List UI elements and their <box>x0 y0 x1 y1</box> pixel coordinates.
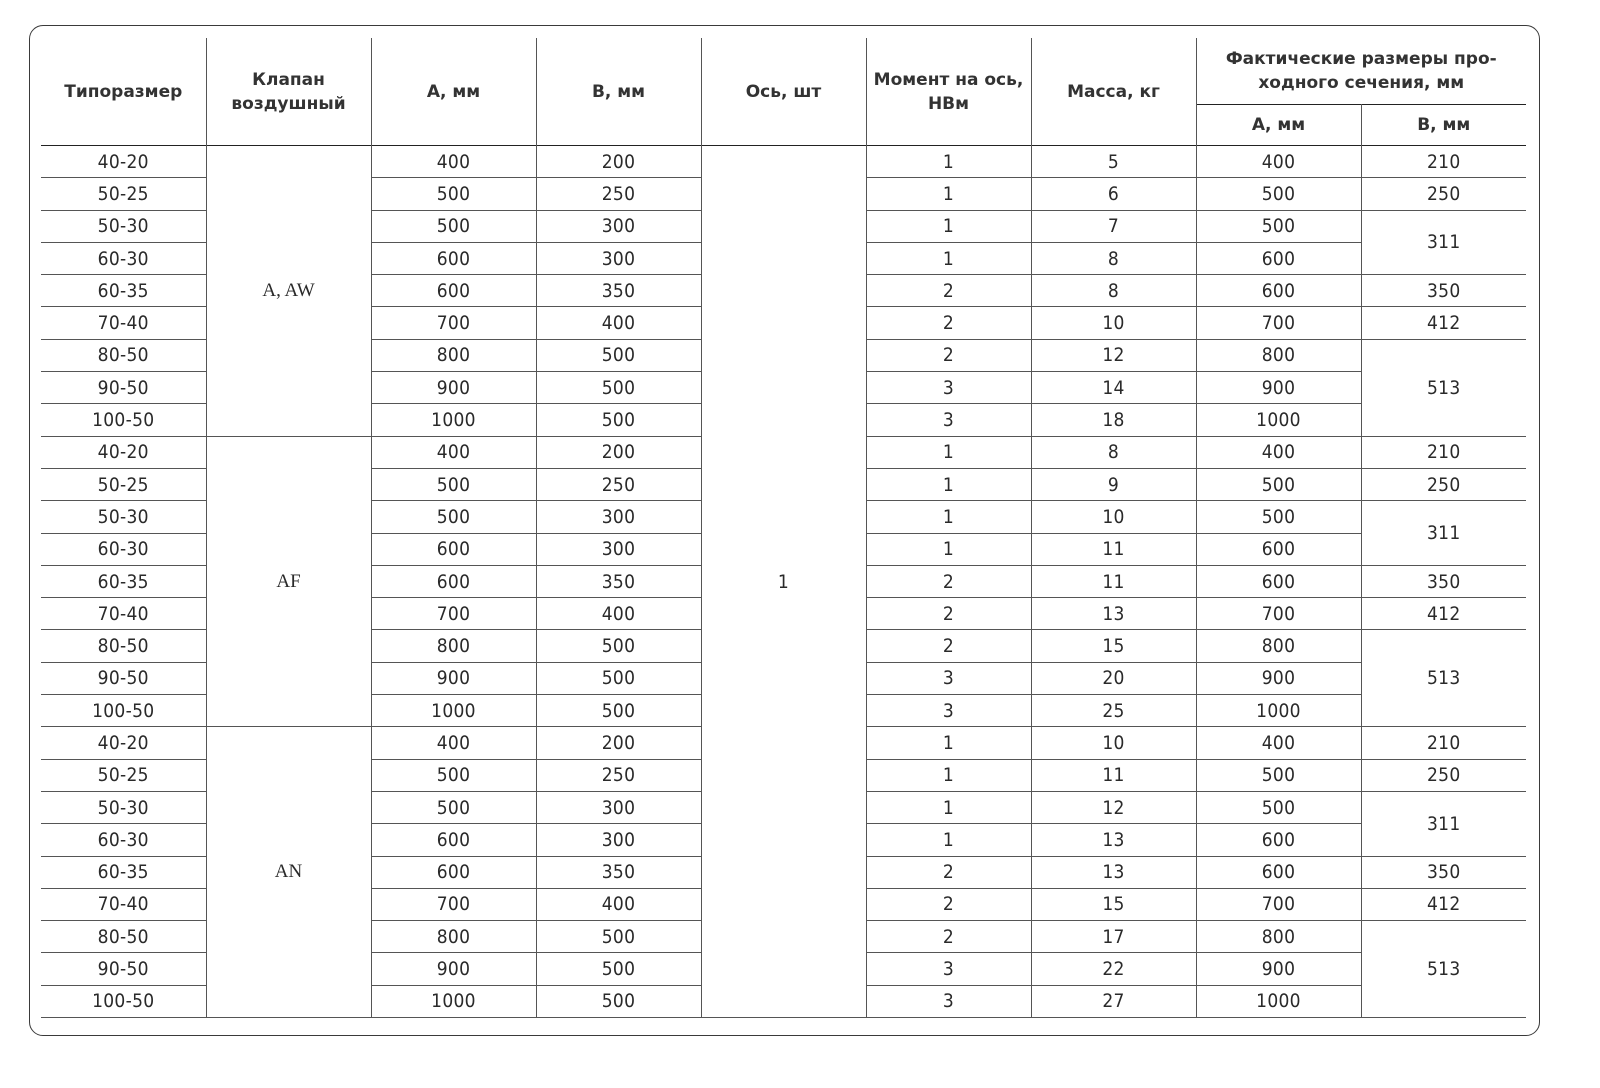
cell-b-mm: 500 <box>536 630 701 662</box>
cell-torque: 3 <box>866 372 1031 404</box>
cell-torque: 2 <box>866 921 1031 953</box>
cell-actual-b: 513 <box>1361 339 1526 436</box>
cell-actual-b: 210 <box>1361 146 1526 178</box>
cell-size: 60-30 <box>41 824 206 856</box>
cell-mass: 25 <box>1031 695 1196 727</box>
header-a-mm: А, мм <box>371 38 536 146</box>
cell-mass: 20 <box>1031 662 1196 694</box>
cell-actual-b: 412 <box>1361 888 1526 920</box>
cell-actual-b: 210 <box>1361 727 1526 759</box>
cell-actual-b: 311 <box>1361 791 1526 856</box>
cell-size: 90-50 <box>41 953 206 985</box>
cell-torque: 1 <box>866 533 1031 565</box>
cell-actual-a: 600 <box>1196 275 1361 307</box>
cell-actual-a: 700 <box>1196 598 1361 630</box>
cell-mass: 12 <box>1031 791 1196 823</box>
header-actual-dimensions: Фактические размеры про- ходного сечения, мм <box>1196 38 1526 105</box>
cell-mass: 11 <box>1031 565 1196 597</box>
cell-actual-b: 311 <box>1361 501 1526 566</box>
table-row <box>41 146 1526 178</box>
cell-b-mm: 500 <box>536 985 701 1017</box>
cell-torque: 2 <box>866 598 1031 630</box>
cell-a-mm: 600 <box>371 533 536 565</box>
header-torque: Момент на ось, НВм <box>866 38 1031 146</box>
table-header <box>41 38 1526 146</box>
cell-b-mm: 200 <box>536 146 701 178</box>
cell-a-mm: 900 <box>371 662 536 694</box>
cell-a-mm: 700 <box>371 598 536 630</box>
cell-b-mm: 300 <box>536 501 701 533</box>
cell-size: 60-35 <box>41 856 206 888</box>
cell-mass: 9 <box>1031 468 1196 500</box>
cell-mass: 10 <box>1031 727 1196 759</box>
cell-mass: 12 <box>1031 339 1196 371</box>
cell-actual-a: 500 <box>1196 759 1361 791</box>
cell-size: 50-30 <box>41 791 206 823</box>
cell-actual-b: 350 <box>1361 275 1526 307</box>
cell-torque: 2 <box>866 275 1031 307</box>
cell-mass: 18 <box>1031 404 1196 436</box>
cell-mass: 8 <box>1031 275 1196 307</box>
cell-actual-b: 250 <box>1361 468 1526 500</box>
cell-actual-b: 311 <box>1361 210 1526 275</box>
cell-a-mm: 400 <box>371 436 536 468</box>
cell-mass: 8 <box>1031 436 1196 468</box>
cell-torque: 1 <box>866 759 1031 791</box>
cell-a-mm: 600 <box>371 824 536 856</box>
cell-b-mm: 500 <box>536 921 701 953</box>
cell-size: 40-20 <box>41 146 206 178</box>
cell-size: 50-25 <box>41 759 206 791</box>
cell-torque: 2 <box>866 339 1031 371</box>
cell-size: 80-50 <box>41 921 206 953</box>
cell-size: 70-40 <box>41 888 206 920</box>
cell-torque: 1 <box>866 468 1031 500</box>
cell-actual-a: 600 <box>1196 242 1361 274</box>
cell-valve-type: AN <box>206 727 371 1018</box>
cell-torque: 1 <box>866 436 1031 468</box>
cell-actual-a: 900 <box>1196 662 1361 694</box>
cell-a-mm: 600 <box>371 856 536 888</box>
cell-size: 40-20 <box>41 436 206 468</box>
cell-actual-b: 412 <box>1361 307 1526 339</box>
cell-actual-a: 600 <box>1196 533 1361 565</box>
cell-a-mm: 900 <box>371 953 536 985</box>
cell-actual-a: 1000 <box>1196 695 1361 727</box>
cell-size: 90-50 <box>41 662 206 694</box>
cell-b-mm: 250 <box>536 759 701 791</box>
cell-mass: 17 <box>1031 921 1196 953</box>
cell-size: 70-40 <box>41 307 206 339</box>
cell-size: 90-50 <box>41 372 206 404</box>
cell-size: 60-30 <box>41 242 206 274</box>
cell-torque: 1 <box>866 210 1031 242</box>
cell-a-mm: 500 <box>371 468 536 500</box>
cell-mass: 6 <box>1031 178 1196 210</box>
cell-axis-count: 1 <box>701 146 866 1018</box>
cell-actual-b: 250 <box>1361 759 1526 791</box>
cell-b-mm: 400 <box>536 598 701 630</box>
cell-size: 60-35 <box>41 275 206 307</box>
header-size: Типоразмер <box>41 38 206 146</box>
cell-torque: 2 <box>866 307 1031 339</box>
cell-mass: 10 <box>1031 501 1196 533</box>
cell-actual-a: 1000 <box>1196 985 1361 1017</box>
cell-b-mm: 300 <box>536 824 701 856</box>
cell-a-mm: 900 <box>371 372 536 404</box>
cell-size: 50-25 <box>41 178 206 210</box>
cell-torque: 2 <box>866 888 1031 920</box>
cell-a-mm: 400 <box>371 727 536 759</box>
cell-b-mm: 500 <box>536 372 701 404</box>
cell-b-mm: 300 <box>536 242 701 274</box>
cell-a-mm: 500 <box>371 759 536 791</box>
cell-b-mm: 350 <box>536 856 701 888</box>
cell-size: 80-50 <box>41 339 206 371</box>
cell-actual-b: 350 <box>1361 856 1526 888</box>
cell-torque: 3 <box>866 695 1031 727</box>
cell-b-mm: 200 <box>536 727 701 759</box>
cell-size: 50-30 <box>41 501 206 533</box>
header-b-mm: В, мм <box>536 38 701 146</box>
cell-b-mm: 500 <box>536 953 701 985</box>
cell-b-mm: 500 <box>536 339 701 371</box>
cell-actual-b: 350 <box>1361 565 1526 597</box>
cell-actual-b: 513 <box>1361 630 1526 727</box>
cell-torque: 2 <box>866 630 1031 662</box>
cell-actual-b: 513 <box>1361 921 1526 1018</box>
header-axis: Ось, шт <box>701 38 866 146</box>
spec-table <box>41 38 1526 1018</box>
cell-torque: 2 <box>866 565 1031 597</box>
cell-actual-b: 412 <box>1361 598 1526 630</box>
cell-torque: 3 <box>866 985 1031 1017</box>
cell-torque: 1 <box>866 178 1031 210</box>
cell-actual-a: 1000 <box>1196 404 1361 436</box>
cell-a-mm: 600 <box>371 242 536 274</box>
cell-a-mm: 500 <box>371 791 536 823</box>
cell-size: 100-50 <box>41 695 206 727</box>
cell-actual-b: 210 <box>1361 436 1526 468</box>
cell-actual-a: 600 <box>1196 824 1361 856</box>
cell-b-mm: 350 <box>536 275 701 307</box>
cell-a-mm: 500 <box>371 210 536 242</box>
header-mass: Масса, кг <box>1031 38 1196 146</box>
cell-size: 60-35 <box>41 565 206 597</box>
cell-mass: 22 <box>1031 953 1196 985</box>
cell-a-mm: 700 <box>371 307 536 339</box>
cell-b-mm: 200 <box>536 436 701 468</box>
cell-mass: 13 <box>1031 824 1196 856</box>
cell-a-mm: 800 <box>371 921 536 953</box>
cell-actual-a: 700 <box>1196 307 1361 339</box>
cell-torque: 1 <box>866 727 1031 759</box>
cell-mass: 5 <box>1031 146 1196 178</box>
header-actual-b: В, мм <box>1361 105 1526 146</box>
cell-actual-a: 800 <box>1196 630 1361 662</box>
cell-b-mm: 500 <box>536 695 701 727</box>
cell-mass: 11 <box>1031 759 1196 791</box>
cell-mass: 15 <box>1031 630 1196 662</box>
cell-actual-a: 800 <box>1196 339 1361 371</box>
cell-mass: 11 <box>1031 533 1196 565</box>
cell-b-mm: 500 <box>536 404 701 436</box>
cell-mass: 14 <box>1031 372 1196 404</box>
cell-size: 100-50 <box>41 985 206 1017</box>
cell-a-mm: 500 <box>371 178 536 210</box>
cell-mass: 10 <box>1031 307 1196 339</box>
header-actual-a: А, мм <box>1196 105 1361 146</box>
cell-torque: 1 <box>866 824 1031 856</box>
cell-size: 60-30 <box>41 533 206 565</box>
cell-torque: 3 <box>866 953 1031 985</box>
cell-torque: 2 <box>866 856 1031 888</box>
cell-mass: 7 <box>1031 210 1196 242</box>
cell-a-mm: 800 <box>371 630 536 662</box>
cell-b-mm: 400 <box>536 888 701 920</box>
cell-mass: 8 <box>1031 242 1196 274</box>
cell-torque: 3 <box>866 662 1031 694</box>
header-valve: Клапан воздушный <box>206 38 371 146</box>
cell-size: 80-50 <box>41 630 206 662</box>
cell-valve-type: AF <box>206 436 371 727</box>
cell-size: 50-30 <box>41 210 206 242</box>
cell-b-mm: 500 <box>536 662 701 694</box>
cell-a-mm: 1000 <box>371 985 536 1017</box>
cell-a-mm: 600 <box>371 275 536 307</box>
cell-mass: 13 <box>1031 598 1196 630</box>
cell-b-mm: 350 <box>536 565 701 597</box>
cell-b-mm: 300 <box>536 210 701 242</box>
cell-b-mm: 300 <box>536 791 701 823</box>
cell-valve-type: A, AW <box>206 146 371 437</box>
cell-actual-a: 500 <box>1196 501 1361 533</box>
cell-actual-a: 600 <box>1196 856 1361 888</box>
cell-a-mm: 500 <box>371 501 536 533</box>
cell-a-mm: 800 <box>371 339 536 371</box>
cell-actual-a: 500 <box>1196 210 1361 242</box>
table-body <box>41 146 1526 1018</box>
cell-b-mm: 400 <box>536 307 701 339</box>
cell-actual-a: 500 <box>1196 178 1361 210</box>
cell-torque: 1 <box>866 146 1031 178</box>
cell-b-mm: 250 <box>536 468 701 500</box>
cell-mass: 15 <box>1031 888 1196 920</box>
cell-actual-a: 600 <box>1196 565 1361 597</box>
cell-actual-b: 250 <box>1361 178 1526 210</box>
cell-size: 70-40 <box>41 598 206 630</box>
cell-size: 40-20 <box>41 727 206 759</box>
cell-b-mm: 250 <box>536 178 701 210</box>
cell-actual-a: 400 <box>1196 146 1361 178</box>
cell-torque: 1 <box>866 791 1031 823</box>
cell-torque: 3 <box>866 404 1031 436</box>
cell-mass: 27 <box>1031 985 1196 1017</box>
cell-size: 100-50 <box>41 404 206 436</box>
cell-actual-a: 500 <box>1196 791 1361 823</box>
cell-actual-a: 700 <box>1196 888 1361 920</box>
cell-b-mm: 300 <box>536 533 701 565</box>
cell-mass: 13 <box>1031 856 1196 888</box>
cell-actual-a: 500 <box>1196 468 1361 500</box>
cell-torque: 1 <box>866 242 1031 274</box>
cell-a-mm: 1000 <box>371 404 536 436</box>
cell-torque: 1 <box>866 501 1031 533</box>
cell-actual-a: 900 <box>1196 953 1361 985</box>
cell-a-mm: 1000 <box>371 695 536 727</box>
cell-actual-a: 400 <box>1196 727 1361 759</box>
cell-actual-a: 800 <box>1196 921 1361 953</box>
cell-a-mm: 600 <box>371 565 536 597</box>
cell-a-mm: 400 <box>371 146 536 178</box>
cell-size: 50-25 <box>41 468 206 500</box>
cell-actual-a: 400 <box>1196 436 1361 468</box>
cell-actual-a: 900 <box>1196 372 1361 404</box>
cell-a-mm: 700 <box>371 888 536 920</box>
